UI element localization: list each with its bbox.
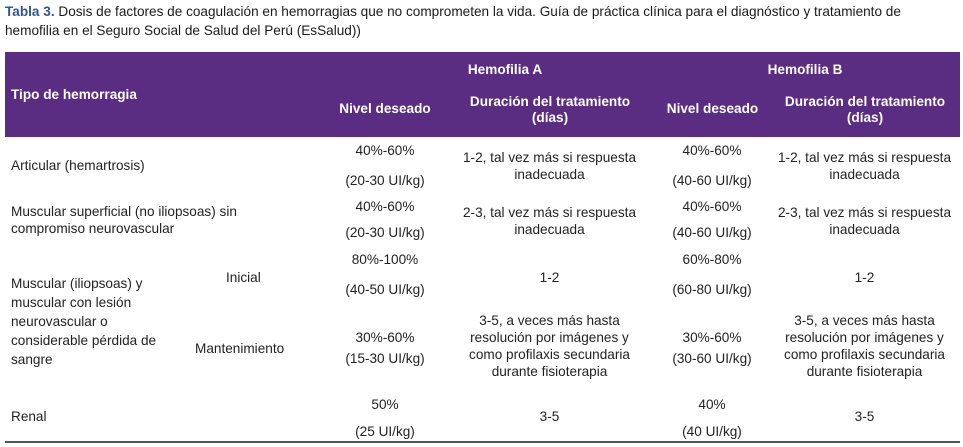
row-iliopsoas-inicial-a-nivel-pct: 80%-100%: [351, 252, 419, 267]
row-iliopsoas-inicial-a-duracion: 1-2: [539, 270, 560, 285]
row-renal-b-duracion: 3-5: [854, 409, 875, 424]
row-articular-b-duracion: 1-2, tal vez más si respuesta inadecuada: [777, 150, 951, 182]
row-renal-b-nivel-pct: 40%: [698, 397, 726, 412]
row-superficial-a-duracion: 2-3, tal vez más si respuesta inadecuada: [462, 205, 636, 237]
row-articular-b-nivel-ui: (40-60 UI/kg): [672, 173, 752, 188]
row-iliopsoas-inicial-b-duracion: 1-2: [854, 270, 875, 285]
header-nivel-b: Nivel deseado: [666, 101, 759, 116]
row-iliopsoas-inicial-a-nivel-ui: (40-50 UI/kg): [345, 282, 425, 297]
row-renal-a-duracion: 3-5: [539, 409, 560, 424]
row-iliopsoas-inicial-b-nivel-ui: (60-80 UI/kg): [672, 282, 752, 297]
row-articular-a-duracion: 1-2, tal vez más si respuesta inadecuada: [462, 150, 636, 182]
row-articular-b-nivel-pct: 40%-60%: [682, 143, 742, 158]
header-tipo-hemorragia: Tipo de hemorragia: [11, 87, 137, 102]
row-superficial-a-nivel-ui: (20-30 UI/kg): [345, 225, 425, 240]
header-hemofilia-a: Hemofilia A: [467, 62, 543, 77]
row-superficial-a-nivel-pct: 40%-60%: [355, 199, 415, 214]
row-renal-a-nivel-ui: (25 UI/kg): [355, 424, 415, 439]
row-iliopsoas-mant-a-nivel-ui: (15-30 UI/kg): [345, 351, 425, 366]
row-articular-a-nivel-pct: 40%-60%: [355, 143, 415, 158]
row-iliopsoas-mant-b-nivel-pct: 30%-60%: [682, 330, 742, 345]
row-renal-b-nivel-ui: (40 UI/kg): [682, 424, 742, 439]
caption-text: Dosis de factores de coagulación en hemorragias que no comprometen la vida. Guía de práctica clínica para el diagnóstico y tratamiento de hemofilia en el Seguro Social de Salud del Perú (EsSalud)): [5, 4, 901, 38]
row-renal-tipo: Renal: [11, 409, 47, 424]
row-articular-tipo: Articular (hemartrosis): [11, 158, 145, 173]
row-superficial-b-nivel-pct: 40%-60%: [682, 199, 742, 214]
row-iliopsoas-inicial-b-nivel-pct: 60%-80%: [682, 252, 742, 267]
row-renal-a-nivel-pct: 50%: [371, 397, 399, 412]
row-superficial-b-duracion: 2-3, tal vez más si respuesta inadecuada: [777, 205, 951, 237]
caption-label: Tabla 3.: [5, 4, 55, 19]
table-bottom-rule: [5, 441, 960, 443]
row-iliopsoas-mant-b-nivel-ui: (30-60 UI/kg): [672, 351, 752, 366]
table-header: [5, 52, 960, 137]
row-iliopsoas-mant-a-nivel-pct: 30%-60%: [355, 330, 415, 345]
dosage-table: [5, 52, 960, 443]
header-hemofilia-b: Hemofilia B: [767, 62, 843, 77]
header-nivel-a: Nivel deseado: [339, 101, 431, 116]
row-iliopsoas-mant-a-duracion: 3-5, a veces más hasta resolución por imágenes y como profilaxis secundaria durante fisioterapia: [469, 313, 630, 379]
row-iliopsoas-fase-inicial: Inicial: [226, 270, 261, 285]
row-iliopsoas-mant-b-duracion: 3-5, a veces más hasta resolución por imágenes y como profilaxis secundaria durante fisioterapia: [784, 313, 945, 379]
row-articular-a-nivel-ui: (20-30 UI/kg): [345, 173, 425, 188]
row-superficial-tipo: Muscular superficial (no iliopsoas) sin compromiso neurovascular: [11, 204, 237, 236]
table-caption: [5, 2, 955, 40]
row-superficial-b-nivel-ui: (40-60 UI/kg): [672, 225, 752, 240]
row-iliopsoas-tipo: Muscular (iliopsoas) y muscular con lesión neurovascular o considerable pérdida de sangre: [11, 276, 157, 367]
header-duracion-a: Duración del tratamiento (días): [469, 94, 631, 125]
row-iliopsoas-fase-mantenimiento: Mantenimiento: [195, 341, 285, 356]
header-duracion-b: Duración del tratamiento (días): [784, 94, 946, 125]
